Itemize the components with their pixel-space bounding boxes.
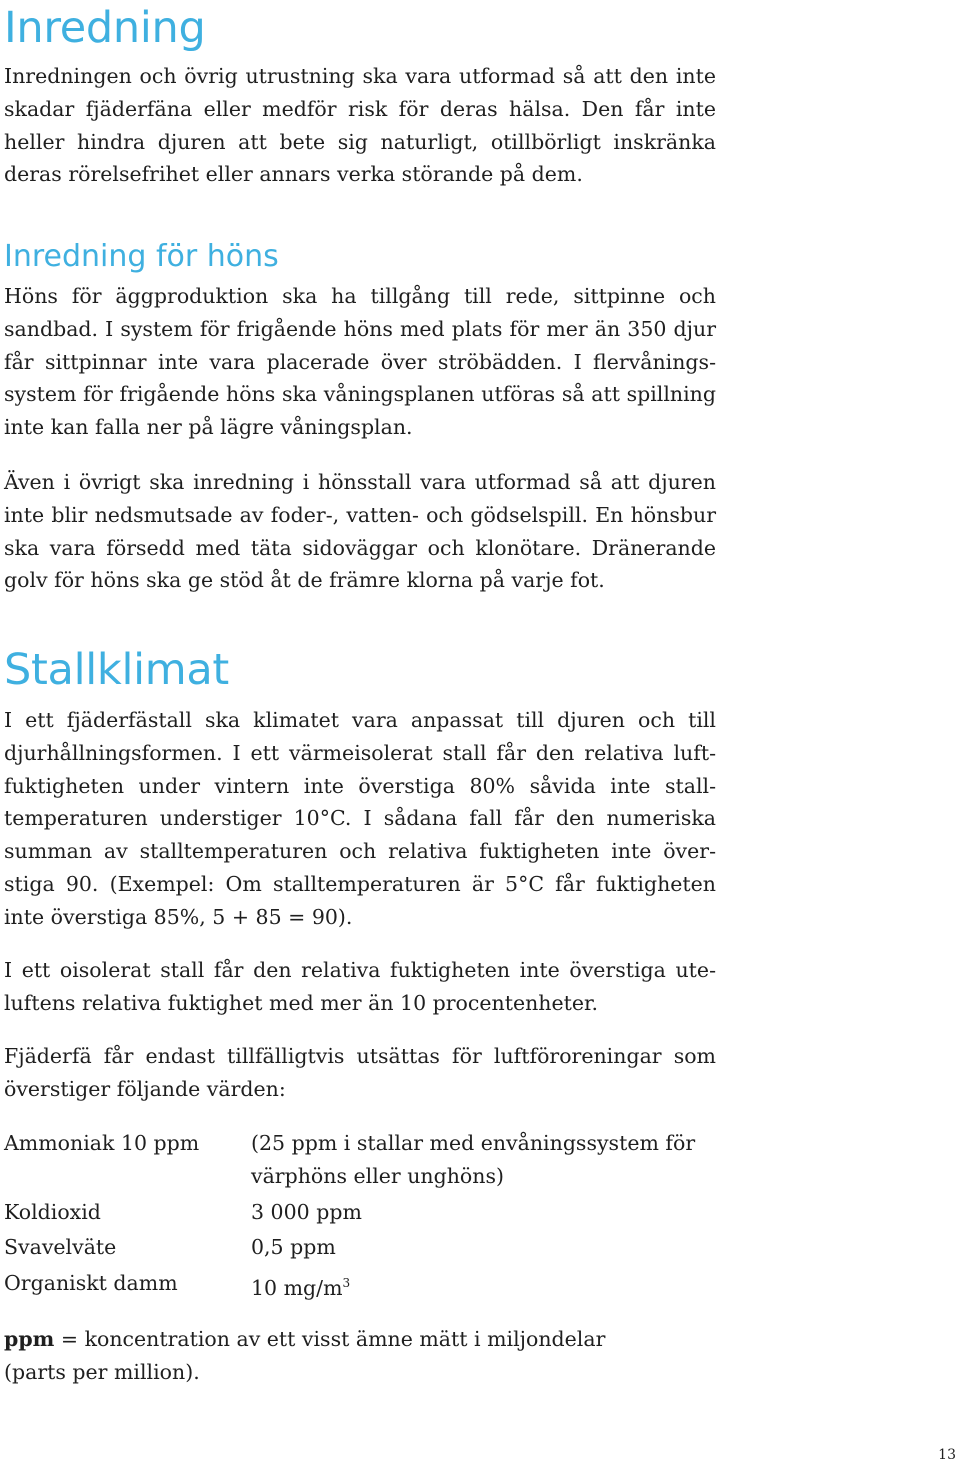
page-number: 13: [938, 1447, 956, 1463]
substance-cell: Organiskt damm: [4, 1271, 178, 1296]
value-cell: 3 000 ppm: [251, 1199, 362, 1224]
value-cell: (25 ppm i stallar med envåningssystem för värphöns eller unghöns): [251, 1131, 696, 1188]
stallklimat-paragraph-3: Fjäderfä får endast tillfälligtvis utsättas för luftföroreningar som överstiger följande värden:: [4, 1044, 716, 1101]
hons-paragraph-2: Även i övrigt ska inredning i hönsstall vara utformad så att djuren inte blir nedsmutsade av foder-, vatten- och gödselspill. En hönsbur ska vara försedd med täta sidoväggar och klonötare. Dränerande golv för höns ska ge stöd åt de främre klorna på varje fot.: [4, 470, 716, 593]
stallklimat-paragraph-2: I ett oisolerat stall får den relativa fuktigheten inte överstiga uteluftens relativa fuktighet med mer än 10 procentenheter.: [4, 958, 716, 1015]
value-text: 10 mg/m: [251, 1276, 343, 1301]
section-title-stallklimat: Stallklimat: [4, 645, 229, 695]
value-cell: [251, 1264, 724, 1305]
substance-cell: Svavelväte: [4, 1235, 117, 1260]
superscript: 3: [342, 1276, 351, 1291]
intro-paragraph: Inredningen och övrig utrustning ska vara utformad så att den inte skadar fjäderfäna eller medför risk för deras hälsa. Den får inte heller hindra djuren att bete sig naturligt, otillbörligt inskränka deras rörelsefrihet eller annars verka störande på dem.: [4, 64, 716, 187]
pollutant-limits-table: [4, 1127, 724, 1305]
table-row: [4, 1127, 724, 1193]
stallklimat-paragraph-1: I ett fjäderfästall ska klimatet vara anpassat till djuren och till djurhållningsformen. I ett värmeisolerat stall får den relativa luftfuktigheten under vintern inte överstiga 80% såvida inte stalltemperaturen understiger 10°C. I sådana fall får den numeriska summan av stalltemperaturen och relativa fuktigheten inte överstiga 90. (Exempel: Om stalltemperaturen är 5°C får fuktigheten inte överstiga 85%, 5 + 85 = 90).: [4, 708, 716, 929]
table-row: [4, 1193, 724, 1229]
section-title-inredning: Inredning: [4, 3, 206, 53]
definition-text: = koncentration av ett visst ämne mätt i miljondelar (parts per million).: [4, 1327, 606, 1384]
definition-term: ppm: [4, 1327, 55, 1351]
ppm-definition: [4, 1323, 644, 1389]
subsection-title-inredning-hons: Inredning för höns: [4, 239, 279, 274]
substance-cell: Ammoniak 10 ppm: [4, 1131, 200, 1155]
table-row: [4, 1264, 724, 1305]
table-row: [4, 1228, 724, 1264]
substance-cell: Koldioxid: [4, 1199, 101, 1224]
value-cell: 0,5 ppm: [251, 1235, 336, 1260]
hons-paragraph-1: Höns för äggproduktion ska ha tillgång till rede, sittpinne och sandbad. I system för frigående höns med plats för mer än 350 djur får sittpinnar inte vara placerade över ströbädden. I flervåningssystem för frigående höns ska våningsplanen utföras så att spillning inte kan falla ner på lägre våningsplan.: [4, 284, 716, 440]
